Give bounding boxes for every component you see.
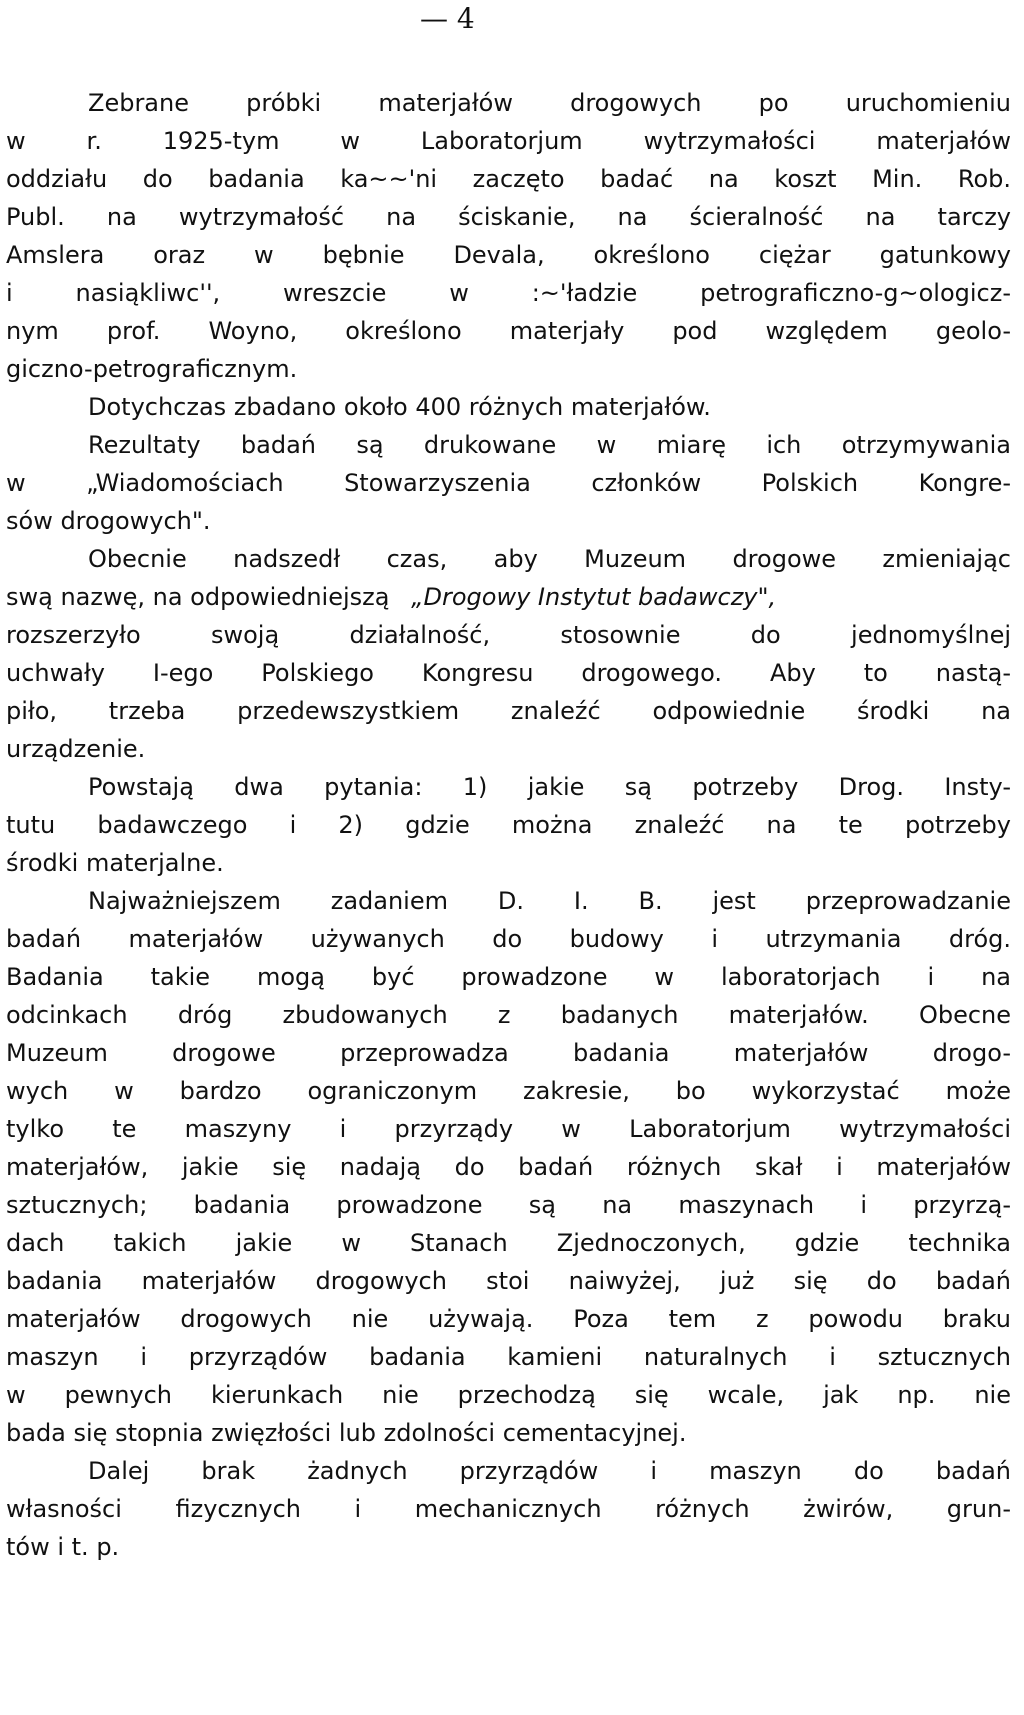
text-line: badania materjałów drogowych stoi naiwyżej, już się do badań [6,1267,1011,1295]
text-line: Badania takie mogą być prowadzone w laboratorjach i na [6,963,1011,991]
text-line: urządzenie. [6,735,146,763]
text-line: materjałów drogowych nie używają. Poza tem z powodu braku [6,1305,1011,1333]
text-line: i nasiąkliwc'', wreszcie w :~'ładzie petrograficzno-g~ologicz- [6,279,1011,307]
text-line: maszyn i przyrządów badania kamieni naturalnych i sztucznych [6,1343,1011,1371]
text-line: odcinkach dróg zbudowanych z badanych materjałów. Obecne [6,1001,1011,1029]
page-number: — 4 [420,2,475,35]
text-line: w „Wiadomościach Stowarzyszenia członków Polskich Kongre- [6,469,1011,497]
text-line: w r. 1925-tym w Laboratorjum wytrzymałości materjałów [6,127,1011,155]
text-line: Zebrane próbki materjałów drogowych po uruchomieniu [88,89,1011,117]
italic-institute-name: „Drogowy Instytut badawczy", [411,583,777,611]
text-line: materjałów, jakie się nadają do badań różnych skał i materjałów [6,1153,1011,1181]
text-line: Najważniejszem zadaniem D. I. B. jest przeprowadzanie [88,887,1011,915]
text-line: Muzeum drogowe przeprowadza badania materjałów drogo- [6,1039,1011,1067]
text-line-with-italic [6,582,1011,612]
text-line: giczno-petrograficznym. [6,355,298,383]
text-line: sztucznych; badania prowadzone są na maszynach i przyrzą- [6,1191,1011,1219]
text-line: dach takich jakie w Stanach Zjednoczonych, gdzie technika [6,1229,1011,1257]
text-line: wych w bardzo ograniczonym zakresie, bo wykorzystać może [6,1077,1011,1105]
text-line: Rezultaty badań są drukowane w miarę ich otrzymywania [88,431,1011,459]
text-line: oddziału do badania ka~~'ni zaczęto badać na koszt Min. Rob. [6,165,1011,193]
text-line: uchwały I-ego Polskiego Kongresu drogowego. Aby to nastą- [6,659,1011,687]
text-line: Publ. na wytrzymałość na ściskanie, na ścieralność na tarczy [6,203,1011,231]
text-line: środki materjalne. [6,849,224,877]
text-line: piło, trzeba przedewszystkiem znaleźć odpowiednie środki na [6,697,1011,725]
text-line: Dalej brak żadnych przyrządów i maszyn do badań [88,1457,1011,1485]
text-line: Obecnie nadszedł czas, aby Muzeum drogowe zmieniając [88,545,1011,573]
text-line: Amslera oraz w bębnie Devala, określono ciężar gatunkowy [6,241,1011,269]
text-line: bada się stopnia zwięzłości lub zdolności cementacyjnej. [6,1419,687,1447]
text-segment: swą nazwę, na odpowiedniejszą [6,583,390,611]
text-line: w pewnych kierunkach nie przechodzą się wcale, jak np. nie [6,1381,1011,1409]
text-line: tutu badawczego i 2) gdzie można znaleźć na te potrzeby [6,811,1011,839]
text-line: tylko te maszyny i przyrządy w Laboratorjum wytrzymałości [6,1115,1011,1143]
text-line: rozszerzyło swoją działalność, stosownie do jednomyślnej [6,621,1011,649]
text-line: badań materjałów używanych do budowy i utrzymania dróg. [6,925,1011,953]
text-line: Dotychczas zbadano około 400 różnych materjałów. [88,393,711,421]
text-line: Powstają dwa pytania: 1) jakie są potrzeby Drog. Insty- [88,773,1011,801]
text-line: sów drogowych". [6,507,211,535]
text-line: tów i t. p. [6,1533,120,1561]
text-line: własności fizycznych i mechanicznych różnych żwirów, grun- [6,1495,1011,1523]
text-line: nym prof. Woyno, określono materjały pod względem geolo- [6,317,1011,345]
